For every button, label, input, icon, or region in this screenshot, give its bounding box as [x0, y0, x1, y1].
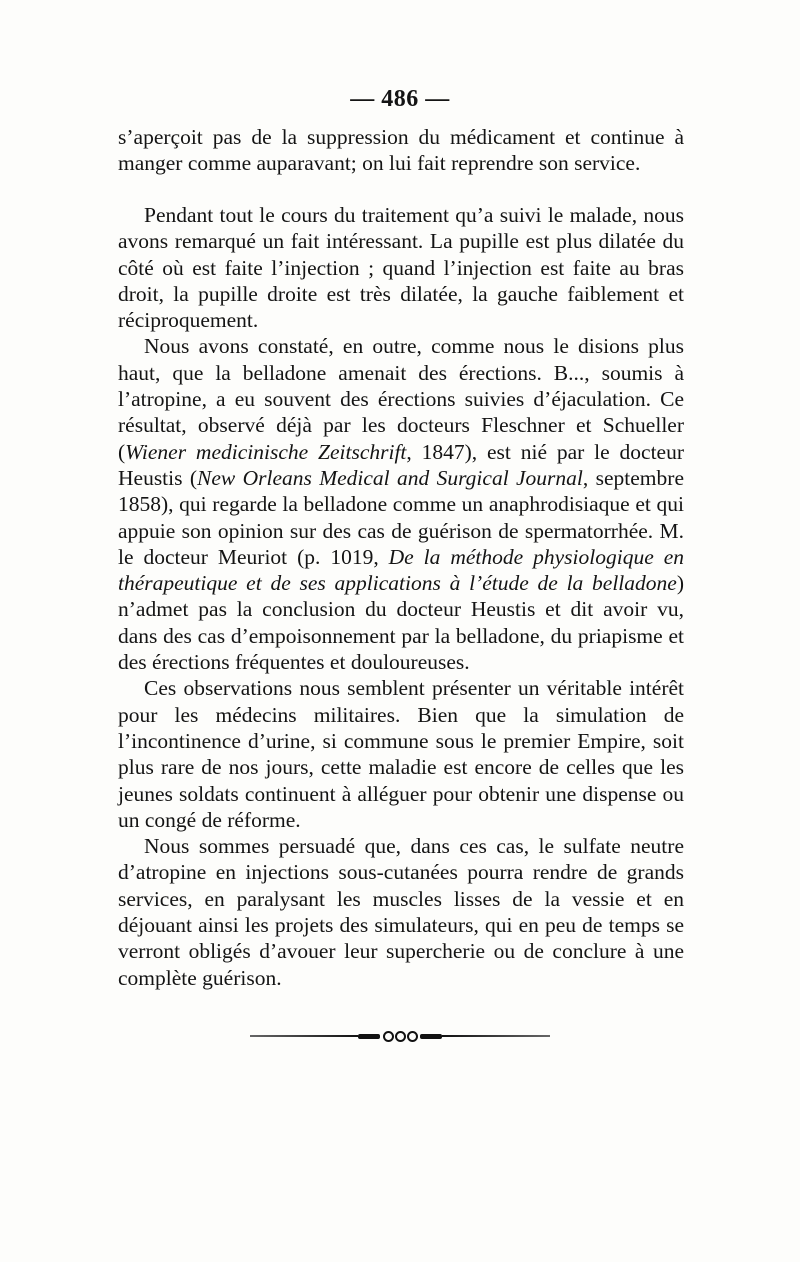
end-ornament-rule — [250, 1030, 550, 1042]
paragraph-5: Nous sommes persuadé que, dans ces cas, le sulfate neutre d’atropine en injections sous-cutanées pourra rendre de grands services, en paralysant les muscles lisses de la vessie et en déjouant ainsi les projets des simulateurs, qui en peu de temps se verront obligés d’avouer leur supercherie ou de conclure à une complète guérison. — [118, 834, 684, 990]
paragraph-3-text-a: Nous avons constaté, en outre, comme nous le disions plus haut, que la belladone amenait des érections. B..., soumis à l’atropine, a eu souvent des érections suivies d’éjaculation. Ce résultat, observé déjà par les docteurs Fleschner et Schueller ( — [118, 334, 684, 464]
citation-wiener-medicinische-zeitschrift: Wiener medicinische Zeitschrift — [125, 439, 407, 464]
ornament-ring-icon — [395, 1031, 406, 1042]
ornament-bar-right — [420, 1034, 442, 1039]
paragraph-1: s’aperçoit pas de la suppression du médicament et continue à manger comme auparavant; on lui fait reprendre son service. — [118, 125, 684, 176]
paragraph-3-text-c: , septembre 1858), qui regarde la belladone comme un anaphrodisiaque et qui appuie son opinion sur des cas de guérison de spermatorrhée. M. le docteur Meuriot (p. 1019, — [118, 465, 684, 569]
citation-meuriot-methode: De la méthode physiologique en thérapeutique et de ses applications à l’étude de la belladone — [118, 544, 684, 596]
paragraph-4: Ces observations nous semblent présenter un véritable intérêt pour les médecins militaires. Bien que la simulation de l’incontinence d’urine, si commune sous le premier Empire, soit plus rare de nos jours, cette maladie est encore de celles que les jeunes soldats continuent à alléguer pour obtenir une dispense ou un congé de réforme. — [118, 676, 684, 832]
ornament-ring-icon — [407, 1031, 418, 1042]
ornament-rings — [382, 1031, 418, 1042]
ornament-bar-left — [358, 1034, 380, 1039]
paragraph-3-text-d: ) n’admet pas la conclusion du docteur Heustis et dit avoir vu, dans des cas d’empoisonnement par la belladone, du priapisme et des érections fréquentes et douloureuses. — [118, 571, 684, 675]
paragraph-continuation — [118, 124, 684, 177]
paragraph-3 — [118, 333, 684, 675]
body-text — [118, 202, 684, 991]
ornament-rule-right — [442, 1035, 550, 1037]
citation-new-orleans-journal: New Orleans Medical and Surgical Journal — [197, 465, 583, 490]
ornament-rule-left — [250, 1035, 358, 1037]
ornament-ring-icon — [383, 1031, 394, 1042]
paragraph-3-text-b: , 1847), est nié par le docteur Heustis ( — [118, 439, 684, 490]
paragraph-2: Pendant tout le cours du traitement qu’a suivi le malade, nous avons remarqué un fait intéressant. La pupille est plus dilatée du côté où est faite l’injection ; quand l’injection est faite au bras droit, la pupille droite est très dilatée, la gauche faiblement et réciproquement. — [118, 203, 684, 333]
page-number: — 486 — — [350, 86, 450, 112]
